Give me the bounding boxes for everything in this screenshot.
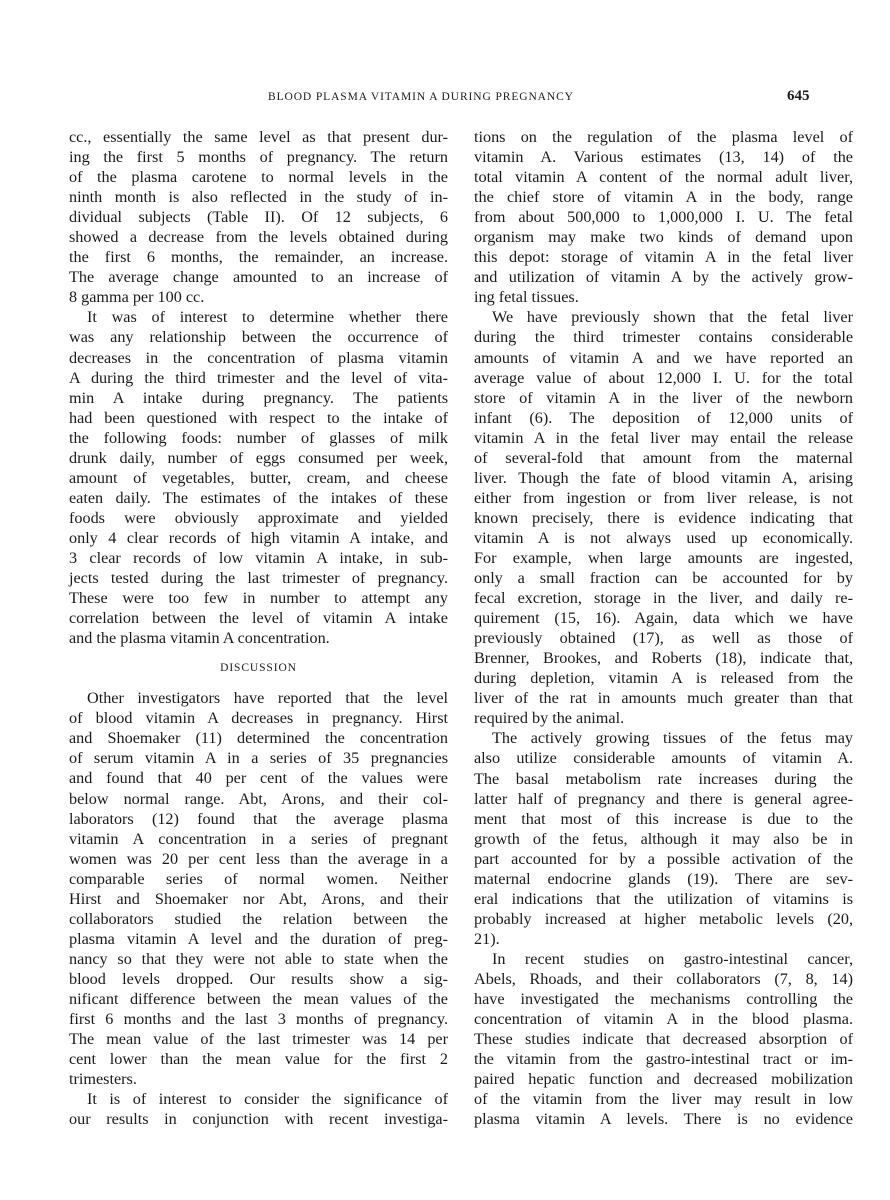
text-line: and utilization of vitamin A by the actively grow-: [474, 268, 853, 287]
text-line: jects tested during the last trimester of pregnancy.: [69, 569, 448, 588]
text-line: below normal range. Abt, Arons, and their col-: [69, 789, 448, 808]
right-column: [474, 127, 853, 1129]
text-line: had been questioned with respect to the intake of: [69, 408, 448, 427]
text-line: the chief store of vitamin A in the body, range: [474, 188, 853, 207]
text-line: plasma vitamin A level and the duration of preg-: [69, 929, 448, 948]
text-line: of the plasma carotene to normal levels in the: [69, 168, 448, 187]
paragraph: [69, 1089, 448, 1129]
text-line: cc., essentially the same level as that present dur-: [69, 128, 448, 146]
text-line: dividual subjects (Table II). Of 12 subjects, 6: [69, 208, 448, 227]
text-line: also utilize considerable amounts of vitamin A.: [474, 749, 853, 768]
text-line: Other investigators have reported that the level: [87, 689, 448, 708]
text-line: collaborators studied the relation between the: [69, 909, 448, 928]
text-line: ing fetal tissues.: [474, 288, 579, 307]
text-line: Brenner, Brookes, and Roberts (18), indicate that,: [474, 649, 853, 668]
text-line: The basal metabolism rate increases during the: [474, 769, 853, 788]
left-column: [69, 127, 448, 1129]
text-line: from about 500,000 to 1,000,000 I. U. The fetal: [474, 208, 853, 227]
text-line: previously obtained (17), as well as those of: [474, 629, 853, 648]
text-line: eaten daily. The estimates of the intakes of these: [69, 488, 448, 507]
text-line: paired hepatic function and decreased mobilization: [474, 1070, 853, 1089]
text-line: probably increased at higher metabolic levels (20,: [474, 909, 853, 928]
text-line: nancy so that they were not able to state when the: [69, 949, 448, 968]
text-line: We have previously shown that the fetal liver: [492, 308, 853, 327]
text-line: drunk daily, number of eggs consumed per week,: [69, 448, 448, 467]
text-line: 8 gamma per 100 cc.: [69, 288, 205, 307]
text-line: of the vitamin from the liver may result in low: [474, 1090, 853, 1109]
text-line: foods were obviously approximate and yielded: [69, 508, 448, 527]
text-line: during the third trimester contains considerable: [474, 328, 853, 347]
text-line: The average change amounted to an increase of: [69, 268, 448, 287]
text-line: plasma vitamin A levels. There is no evidence: [474, 1110, 853, 1129]
text-line: tions on the regulation of the plasma level of: [474, 128, 853, 146]
text-line: vitamin A in the fetal liver may entail the release: [474, 428, 853, 447]
text-line: blood levels dropped. Our results show a sig-: [69, 969, 448, 988]
text-line: A during the third trimester and the level of vita-: [69, 368, 448, 387]
text-line: showed a decrease from the levels obtained during: [69, 228, 448, 247]
text-line: organism may make two kinds of demand upon: [474, 228, 853, 247]
text-line: The mean value of the last trimester was 14 per: [69, 1030, 448, 1049]
text-line: maternal endocrine glands (19). There are sev-: [474, 869, 853, 888]
text-line: cent lower than the mean value for the first 2: [69, 1050, 448, 1069]
text-line: women was 20 per cent less than the average in a: [69, 849, 448, 868]
text-line: latter half of pregnancy and there is general agree-: [474, 789, 853, 808]
text-line: first 6 months and the last 3 months of pregnancy.: [69, 1010, 448, 1029]
text-line: during depletion, vitamin A is released from the: [474, 669, 853, 688]
text-line: The actively growing tissues of the fetus may: [492, 729, 853, 748]
section-heading-discussion: DISCUSSION: [220, 662, 297, 675]
text-line: and found that 40 per cent of the values were: [69, 769, 448, 788]
running-head: BLOOD PLASMA VITAMIN A DURING PREGNANCY: [268, 91, 574, 103]
text-line: our results in conjunction with recent investiga-: [69, 1110, 448, 1129]
text-line: of blood vitamin A decreases in pregnancy. Hirst: [69, 709, 448, 728]
text-line: comparable series of normal women. Neither: [69, 869, 448, 888]
text-line: decreases in the concentration of plasma vitamin: [69, 348, 448, 367]
text-line: was any relationship between the occurrence of: [69, 328, 448, 347]
text-line: and Shoemaker (11) determined the concentration: [69, 729, 448, 748]
text-line: vitamin A is not always used up economically.: [474, 528, 853, 547]
text-line: the first 6 months, the remainder, an increase.: [69, 248, 448, 267]
text-line: only 4 clear records of high vitamin A intake, and: [69, 528, 448, 547]
text-line: min A intake during pregnancy. The patients: [69, 388, 448, 407]
text-line: ment that most of this increase is due to the: [474, 809, 853, 828]
paragraph: [474, 949, 853, 1129]
text-line: of several-fold that amount from the maternal: [474, 448, 853, 467]
text-line: vitamin A concentration in a series of pregnant: [69, 829, 448, 848]
paragraph: [69, 307, 448, 648]
paragraph: [474, 728, 853, 949]
text-line: ing the first 5 months of pregnancy. The return: [69, 148, 448, 167]
text-line: vitamin A. Various estimates (13, 14) of the: [474, 148, 853, 167]
text-line: For example, when large amounts are ingested,: [474, 548, 853, 567]
paragraph: [69, 688, 448, 1089]
text-line: liver. Though the fate of blood vitamin A, arising: [474, 468, 853, 487]
text-line: and the plasma vitamin A concentration.: [69, 629, 330, 648]
text-line: fecal excretion, storage in the liver, and daily re-: [474, 589, 853, 608]
text-line: average value of about 12,000 I. U. for the total: [474, 368, 853, 387]
text-line: only a small fraction can be accounted for by: [474, 569, 853, 588]
text-line: part accounted for by a possible activation of the: [474, 849, 853, 868]
text-line: Abels, Rhoads, and their collaborators (7, 8, 14): [474, 969, 853, 988]
text-line: nificant difference between the mean values of the: [69, 989, 448, 1008]
text-line: amount of vegetables, butter, cream, and cheese: [69, 468, 448, 487]
text-line: either from ingestion or from liver release, is not: [474, 488, 853, 507]
text-line: It was of interest to determine whether there: [87, 308, 448, 327]
text-line: laborators (12) found that the average plasma: [69, 809, 448, 828]
text-line: known precisely, there is evidence indicating that: [474, 508, 853, 527]
text-line: this depot: storage of vitamin A in the fetal liver: [474, 248, 853, 267]
text-line: liver of the rat in amounts much greater than that: [474, 689, 853, 708]
text-line: concentration of vitamin A in the blood plasma.: [474, 1010, 853, 1029]
text-line: correlation between the level of vitamin A intake: [69, 609, 448, 628]
text-line: the following foods: number of glasses of milk: [69, 428, 448, 447]
text-line: In recent studies on gastro-intestinal cancer,: [492, 949, 853, 968]
text-line: These studies indicate that decreased absorption of: [474, 1030, 853, 1049]
text-line: quirement (15, 16). Again, data which we have: [474, 609, 853, 628]
text-line: These were too few in number to attempt any: [69, 589, 448, 608]
text-line: ninth month is also reflected in the study of in-: [69, 188, 448, 207]
text-line: amounts of vitamin A and we have reported an: [474, 348, 853, 367]
paragraph: [474, 307, 853, 728]
text-line: the vitamin from the gastro-intestinal tract or im-: [474, 1050, 853, 1069]
page-number: 645: [787, 88, 810, 104]
text-line: 21).: [474, 929, 500, 948]
text-line: have investigated the mechanisms controlling the: [474, 990, 853, 1009]
text-line: total vitamin A content of the normal adult liver,: [474, 168, 853, 187]
paragraph: [474, 127, 853, 307]
text-line: store of vitamin A in the liver of the newborn: [474, 388, 853, 407]
text-line: trimesters.: [69, 1070, 137, 1089]
text-line: 3 clear records of low vitamin A intake, in sub-: [69, 548, 448, 567]
text-line: of serum vitamin A in a series of 35 pregnancies: [69, 749, 448, 768]
paragraph: [69, 127, 448, 307]
text-line: It is of interest to consider the significance of: [87, 1090, 448, 1109]
text-line: growth of the fetus, although it may also be in: [474, 829, 853, 848]
text-line: infant (6). The deposition of 12,000 units of: [474, 408, 853, 427]
text-line: eral indications that the utilization of vitamins is: [474, 889, 853, 908]
text-line: Hirst and Shoemaker nor Abt, Arons, and their: [69, 889, 448, 908]
text-line: required by the animal.: [474, 709, 625, 728]
